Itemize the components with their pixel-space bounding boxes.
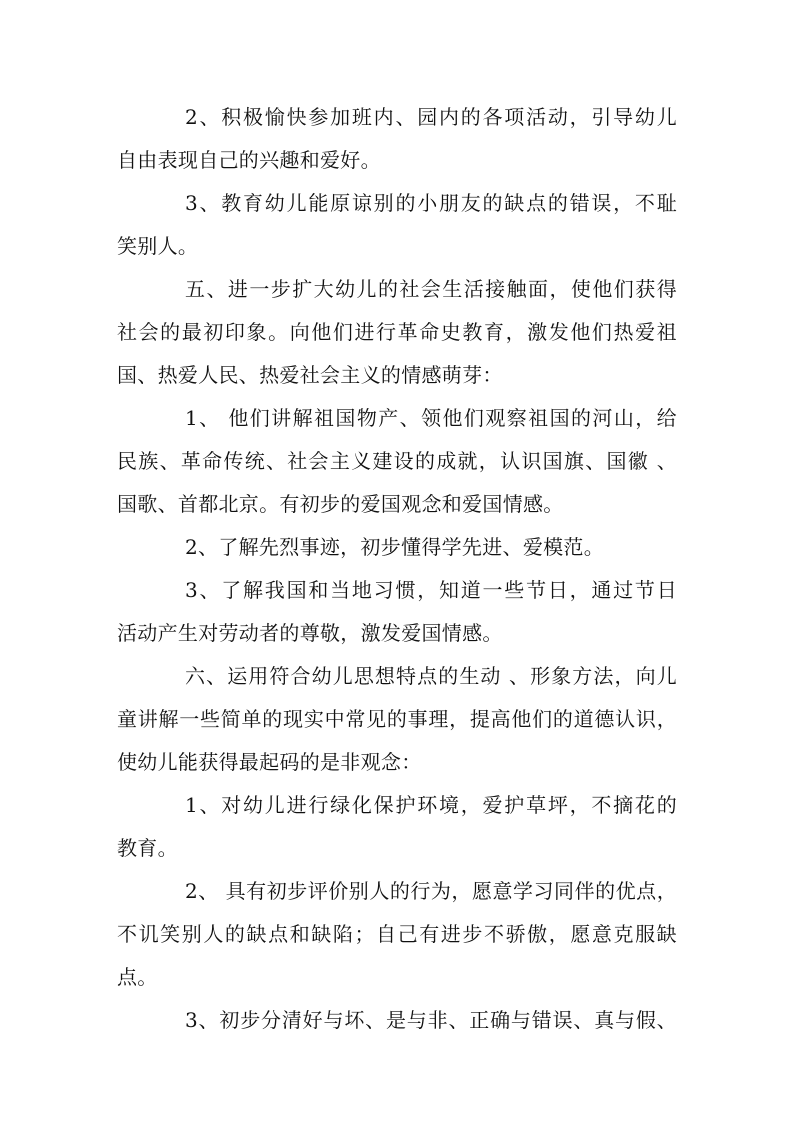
text-line: 童讲解一些简单的现实中常见的事理，提高他们的道德认识，	[117, 707, 677, 731]
text-line: 五、进一步扩大幼儿的社会生活接触面，使他们获得	[185, 277, 677, 301]
text-line: 2、 具有初步评价别人的行为，愿意学习同伴的优点，	[185, 879, 677, 903]
text-line: 不讥笑别人的缺点和缺陷；自己有进步不骄傲，愿意克服缺	[117, 922, 677, 946]
text-line: 教育。	[117, 836, 178, 860]
text-line: 1、对幼儿进行绿化保护环境，爱护草坪，不摘花的	[185, 793, 677, 817]
text-line: 笑别人。	[117, 234, 199, 258]
text-line: 3、了解我国和当地习惯，知道一些节日，通过节日	[185, 578, 677, 602]
text-line: 1、 他们讲解祖国物产、领他们观察祖国的河山，给	[185, 406, 677, 430]
text-line: 3、初步分清好与坏、是与非、正确与错误、真与假、	[185, 1008, 677, 1032]
text-line: 社会的最初印象。向他们进行革命史教育，激发他们热爱祖	[117, 320, 677, 344]
text-line: 民族、革命传统、社会主义建设的成就，认识国旗、国徽 、	[117, 449, 677, 473]
text-line: 使幼儿能获得最起码的是非观念：	[117, 750, 422, 774]
text-line: 国歌、首都北京。有初步的爱国观念和爱国情感。	[117, 492, 564, 516]
text-line: 六、运用符合幼儿思想特点的生动 、形象方法，向儿	[185, 664, 677, 688]
text-line: 点。	[117, 965, 158, 989]
text-line: 2、积极愉快参加班内、园内的各项活动，引导幼儿	[185, 105, 677, 129]
text-line: 活动产生对劳动者的尊敬，激发爱国情感。	[117, 621, 503, 645]
text-line: 国、热爱人民、热爱社会主义的情感萌芽：	[117, 363, 503, 387]
text-line: 3、教育幼儿能原谅别的小朋友的缺点的错误，不耻	[185, 191, 677, 215]
text-line: 自由表现自己的兴趣和爱好。	[117, 148, 381, 172]
text-line: 2、了解先烈事迹，初步懂得学先进、爱模范。	[185, 535, 605, 559]
